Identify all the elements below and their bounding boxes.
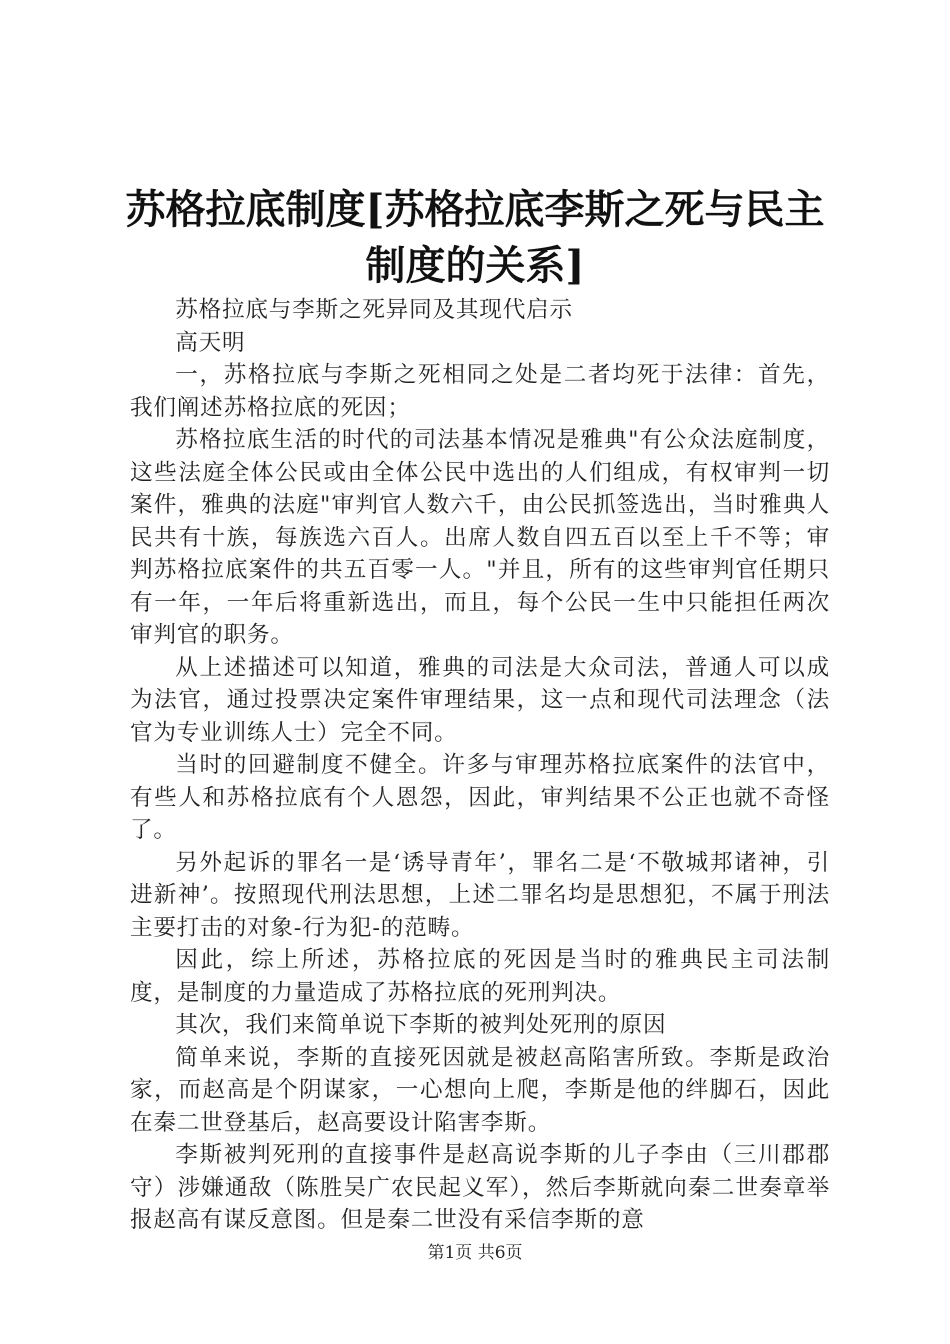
body-paragraph: 简单来说，李斯的直接死因就是被赵高陷害所致。李斯是政治家，而赵高是个阴谋家，一心想向上爬，李斯是他的绊脚石，因此在秦二世登基后，赵高要设计陷害李斯。: [130, 1044, 830, 1136]
body-paragraph: 因此，综上所述，苏格拉底的死因是当时的雅典民主司法制度，是制度的力量造成了苏格拉底的死刑判决。: [130, 947, 830, 1006]
body-paragraph: 从上述描述可以知道，雅典的司法是大众司法，普通人可以成为法官，通过投票决定案件审理结果，这一点和现代司法理念（法官为专业训练人士）完全不同。: [130, 654, 830, 746]
author-paragraph: 高天明: [175, 329, 246, 356]
body-paragraph: 苏格拉底生活的时代的司法基本情况是雅典"有公众法庭制度，这些法庭全体公民或由全体公民中选出的人们组成，有权审判一切案件，雅典的法庭"审判官人数六千，由公民抓签选出，当时雅典人民共有十族，每族选六百人。出席人数自四五百以至上千不等；审判苏格拉底案件的共五百零一人。"并且，所有的这些审判官任期只有一年，一年后将重新选出，而且，每个公民一生中只能担任两次审判官的职务。: [130, 427, 830, 648]
subtitle-paragraph: 苏格拉底与李斯之死异同及其现代启示: [175, 297, 573, 323]
page-number-footer: 第1页 共6页: [427, 1243, 523, 1263]
body-paragraph: 另外起诉的罪名一是‘诱导青年’，罪名二是‘不敬城邦诸神，引进新神’。按照现代刑法思想，上述二罪名均是思想犯，不属于刑法主要打击的对象-行为犯-的范畴。: [130, 849, 830, 941]
body-paragraph: 当时的回避制度不健全。许多与审理苏格拉底案件的法官中，有些人和苏格拉底有个人恩怨，因此，审判结果不公正也就不奇怪了。: [130, 752, 830, 843]
body-paragraph: 李斯被判死刑的直接事件是赵高说李斯的儿子李由（三川郡郡守）涉嫌通敌（陈胜吴广农民起义军），然后李斯就向秦二世奏章举报赵高有谋反意图。但是秦二世没有采信李斯的意: [130, 1142, 830, 1233]
document-title: 苏格拉底制度[苏格拉底李斯之死与民主制度的关系]: [125, 186, 825, 289]
body-paragraph: 其次，我们来简单说下李斯的被判处死刑的原因: [175, 1012, 667, 1038]
body-paragraph: 一，苏格拉底与李斯之死相同之处是二者均死于法律：首先，我们阐述苏格拉底的死因；: [130, 362, 830, 421]
document-body: [130, 294, 830, 1237]
